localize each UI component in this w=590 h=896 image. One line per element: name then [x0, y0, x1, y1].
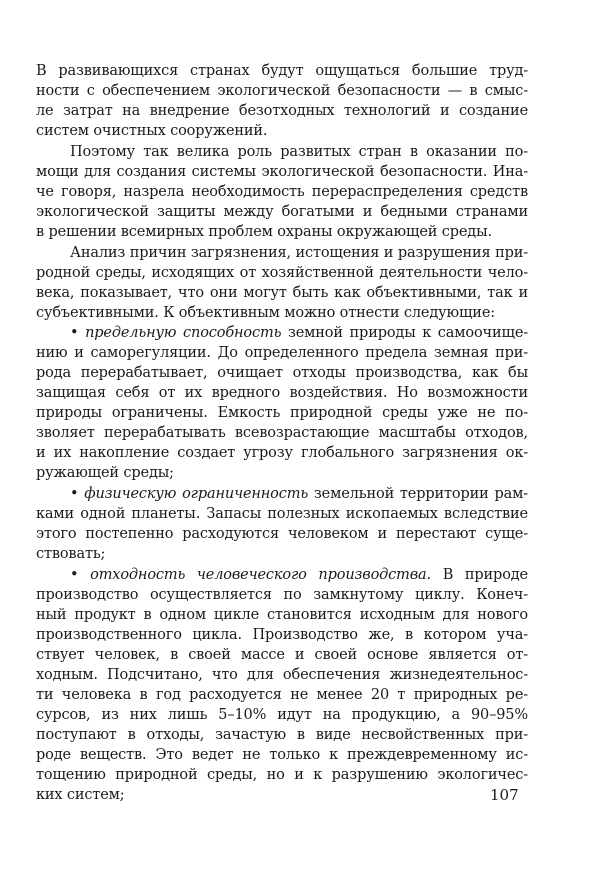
bullet-item-first-line: [70, 324, 528, 342]
text-line: сурсов, из них лишь 5–10% идут на продукцию, а 90–95%: [36, 707, 528, 723]
text-line: этого постепенно расходуются человеком и перестают суще-: [36, 526, 528, 542]
bullet-term: физическую ограниченность: [84, 486, 309, 502]
text-line: в решении всемирных проблем охраны окружающей среды.: [36, 224, 492, 240]
bullet-item-first-line: [70, 566, 528, 584]
bullet-item-first-line: [70, 485, 528, 503]
text-line: че говоря, назрела необходимость перераспределения средств: [36, 184, 528, 200]
text-line: ствует человек, в своей массе и своей основе является от-: [36, 647, 528, 663]
text-line: субъективными. К объективным можно отнести следующие:: [36, 305, 495, 321]
text-line: В развивающихся странах будут ощущаться большие труд-: [36, 63, 528, 79]
text-line: Поэтому так велика роль развитых стран в оказании по-: [70, 144, 528, 160]
bullet-icon: •: [70, 567, 79, 583]
text-line: Анализ причин загрязнения, истощения и разрушения при-: [70, 245, 528, 261]
text-line: ружающей среды;: [36, 465, 174, 481]
page-number: 107: [490, 786, 519, 804]
bullet-term: отходность человеческого производства.: [90, 567, 431, 583]
text-line: ти человека в год расходуется не менее 20 т природных ре-: [36, 687, 528, 703]
text-line: мощи для создания системы экологической безопасности. Ина-: [36, 164, 528, 180]
text-line: ле затрат на внедрение безотходных технологий и создание: [36, 103, 528, 119]
text-line: рода перерабатывает, очищает отходы производства, как бы: [36, 365, 528, 381]
text-line: поступают в отходы, зачастую в виде несвойственных при-: [36, 727, 528, 743]
text-line: нию и саморегуляции. До определенного предела земная при-: [36, 345, 528, 361]
text-line: зволяет перерабатывать всевозрастающие масштабы отходов,: [36, 425, 528, 441]
bullet-text: В природе: [431, 567, 528, 583]
text-line: и их накопление создает угрозу глобального загрязнения ок-: [36, 445, 528, 461]
bullet-term: предельную способность: [85, 325, 282, 341]
text-line: защищая себя от их вредного воздействия. Но возможности: [36, 385, 528, 401]
text-line: производство осуществляется по замкнутому циклу. Конеч-: [36, 587, 528, 603]
text-line: ходным. Подсчитано, что для обеспечения жизнедеятельнос-: [36, 667, 528, 683]
text-line: природы ограничены. Емкость природной среды уже не по-: [36, 405, 528, 421]
text-line: родной среды, исходящих от хозяйственной деятельности чело-: [36, 265, 528, 281]
text-line: ких систем;: [36, 787, 125, 803]
text-line: роде веществ. Это ведет не только к преждевременному ис-: [36, 747, 528, 763]
text-line: производственного цикла. Производство же, в котором уча-: [36, 627, 528, 643]
bullet-icon: •: [70, 486, 79, 502]
text-line: систем очистных сооружений.: [36, 123, 268, 139]
bullet-text: земной природы к самоочище-: [281, 325, 528, 341]
text-line: ный продукт в одном цикле становится исходным для нового: [36, 607, 528, 623]
text-line: века, показывает, что они могут быть как объективными, так и: [36, 285, 528, 301]
bullet-icon: •: [70, 325, 79, 341]
text-line: тощению природной среды, но и к разрушению экологичес-: [36, 767, 528, 783]
bullet-text: земельной территории рам-: [308, 486, 528, 502]
text-line: ками одной планеты. Запасы полезных ископаемых вследствие: [36, 506, 528, 522]
text-line: экологической защиты между богатыми и бедными странами: [36, 204, 528, 220]
text-line: ности с обеспечением экологической безопасности — в смыс-: [36, 83, 528, 99]
text-line: ствовать;: [36, 546, 106, 562]
